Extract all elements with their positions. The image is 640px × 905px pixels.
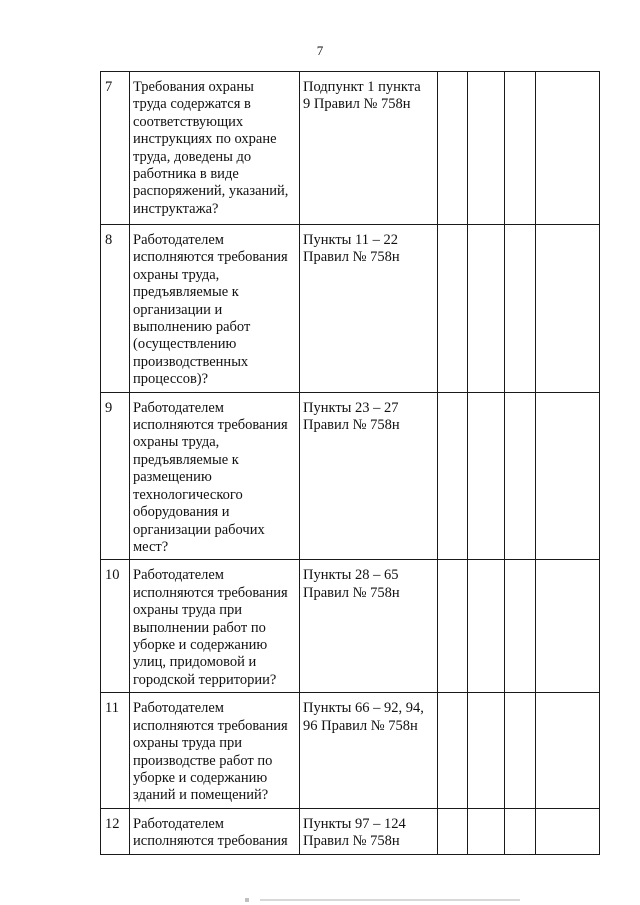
reference-cell	[300, 392, 438, 560]
answer-cell-no[interactable]	[468, 392, 505, 560]
question-text: Работодателем исполняются требования охраны труда, предъявляемые к размещению технологического оборудования и организации рабочих мест?	[133, 399, 288, 555]
notes-cell[interactable]	[536, 693, 600, 808]
reference-cell	[300, 72, 438, 225]
question-cell	[130, 560, 300, 693]
reference-text: Подпункт 1 пункта 9 Правил № 758н	[303, 79, 421, 113]
row-number: 8	[101, 225, 130, 393]
reference-text: Пункты 23 – 27 Правил № 758н	[303, 399, 400, 434]
answer-cell-yes[interactable]	[438, 560, 468, 693]
answer-cell-no[interactable]	[468, 693, 505, 808]
question-text: Требования охраны труда содержатся в соответствующих инструкциях по охране труда, доведены до работника в виде распоряжений, указаний, инструктажа?	[133, 79, 289, 217]
reference-text: Пункты 11 – 22 Правил № 758н	[303, 232, 400, 266]
answer-cell-yes[interactable]	[438, 693, 468, 808]
notes-cell[interactable]	[536, 225, 600, 393]
reference-cell	[300, 808, 438, 854]
scan-artifact	[245, 898, 249, 902]
notes-cell[interactable]	[536, 560, 600, 693]
question-text: Работодателем исполняются требования охраны труда при производстве работ по уборке и содержанию зданий и помещений?	[133, 700, 288, 804]
question-cell	[130, 72, 300, 225]
question-cell	[130, 225, 300, 393]
row-number: 7	[101, 72, 130, 225]
answer-cell-no[interactable]	[468, 72, 505, 225]
answer-cell-na[interactable]	[505, 693, 536, 808]
reference-cell	[300, 693, 438, 808]
question-cell	[130, 693, 300, 808]
answer-cell-yes[interactable]	[438, 225, 468, 393]
reference-cell	[300, 225, 438, 393]
answer-cell-na[interactable]	[505, 225, 536, 393]
row-number: 9	[101, 392, 130, 560]
notes-cell[interactable]	[536, 72, 600, 225]
row-number: 12	[101, 808, 130, 854]
answer-cell-na[interactable]	[505, 392, 536, 560]
question-text: Работодателем исполняются требования	[133, 815, 288, 850]
table-row	[101, 392, 600, 560]
table-row	[101, 808, 600, 854]
checklist-table	[100, 71, 600, 855]
answer-cell-no[interactable]	[468, 225, 505, 393]
answer-cell-na[interactable]	[505, 72, 536, 225]
answer-cell-yes[interactable]	[438, 808, 468, 854]
table-row	[101, 560, 600, 693]
question-cell	[130, 392, 300, 560]
row-number: 10	[101, 560, 130, 693]
question-text: Работодателем исполняются требования охраны труда при выполнении работ по уборке и содержанию улиц, придомовой и городской территории?	[133, 567, 288, 688]
answer-cell-yes[interactable]	[438, 72, 468, 225]
question-cell	[130, 808, 300, 854]
table-row	[101, 72, 600, 225]
scan-edge-line	[260, 899, 520, 901]
answer-cell-na[interactable]	[505, 808, 536, 854]
answer-cell-no[interactable]	[468, 808, 505, 854]
notes-cell[interactable]	[536, 808, 600, 854]
row-number: 11	[101, 693, 130, 808]
table-row	[101, 225, 600, 393]
answer-cell-yes[interactable]	[438, 392, 468, 560]
answer-cell-na[interactable]	[505, 560, 536, 693]
table-row	[101, 693, 600, 808]
question-text: Работодателем исполняются требования охраны труда, предъявляемые к организации и выполнению работ (осуществлению производственных процессов)?	[133, 232, 288, 388]
reference-text: Пункты 66 – 92, 94, 96 Правил № 758н	[303, 700, 424, 734]
answer-cell-no[interactable]	[468, 560, 505, 693]
page-number: 7	[316, 43, 324, 58]
notes-cell[interactable]	[536, 392, 600, 560]
reference-text: Пункты 28 – 65 Правил № 758н	[303, 567, 400, 601]
reference-cell	[300, 560, 438, 693]
reference-text: Пункты 97 – 124 Правил № 758н	[303, 815, 406, 850]
